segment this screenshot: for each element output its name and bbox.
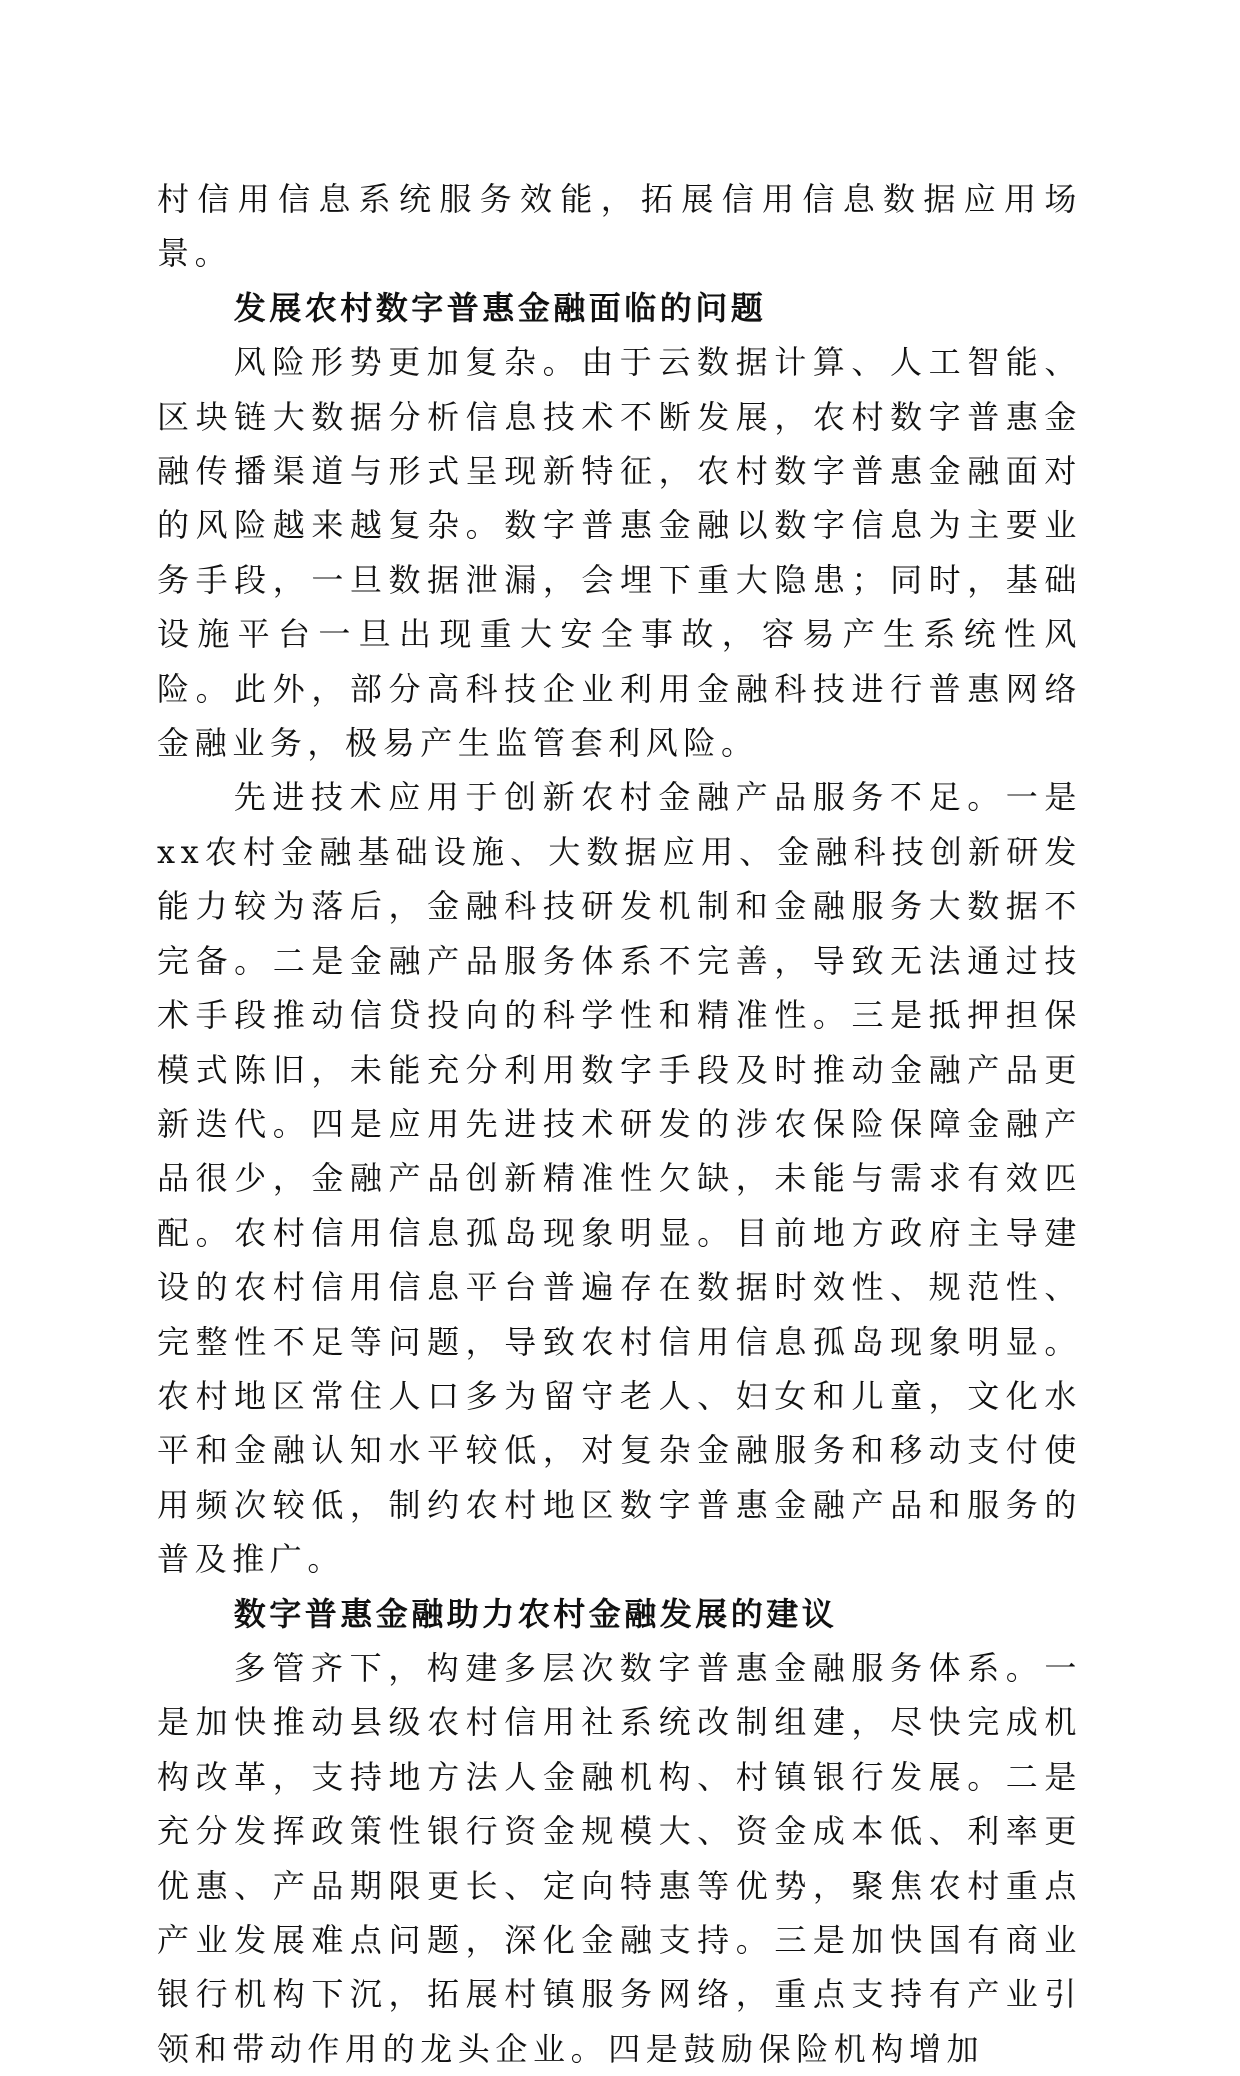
section-heading-suggestions: 数字普惠金融助力农村金融发展的建议: [233, 1594, 838, 1633]
paragraph-continuation: 村信用信息系统服务效能，拓展信用信息数据应用场景。: [157, 180, 1082, 273]
document-body: [157, 172, 1082, 2076]
section-heading-problems: 发展农村数字普惠金融面临的问题: [233, 288, 767, 327]
paragraph-risk: 风险形势更加复杂。由于云数据计算、人工智能、区块链大数据分析信息技术不断发展，农村数字普惠金融传播渠道与形式呈现新特征，农村数字普惠金融面对的风险越来越复杂。数字普惠金融以数字信息为主要业务手段，一旦数据泄漏，会埋下重大隐患；同时，基础设施平台一旦出现重大安全事故，容易产生系统性风险。此外，部分高科技企业利用金融科技进行普惠网络金融业务，极易产生监管套利风险。: [157, 343, 1082, 763]
paragraph-technology: 先进技术应用于创新农村金融产品服务不足。一是xx农村金融基础设施、大数据应用、金融科技创新研发能力较为落后，金融科技研发机制和金融服务大数据不完备。二是金融产品服务体系不完善，导致无法通过技术手段推动信贷投向的科学性和精准性。三是抵押担保模式陈旧，未能充分利用数字手段及时推动金融产品更新迭代。四是应用先进技术研发的涉农保险保障金融产品很少，金融产品创新精准性欠缺，未能与需求有效匹配。农村信用信息孤岛现象明显。目前地方政府主导建设的农村信用信息平台普遍存在数据时效性、规范性、完整性不足等问题，导致农村信用信息孤岛现象明显。农村地区常住人口多为留守老人、妇女和儿童，文化水平和金融认知水平较低，对复杂金融服务和移动支付使用频次较低，制约农村地区数字普惠金融产品和服务的普及推广。: [157, 778, 1082, 1579]
paragraph-service-system: 多管齐下，构建多层次数字普惠金融服务体系。一是加快推动县级农村信用社系统改制组建，尽快完成机构改革，支持地方法人金融机构、村镇银行发展。二是充分发挥政策性银行资金规模大、资金成本低、利率更优惠、产品期限更长、定向特惠等优势，聚焦农村重点产业发展难点问题，深化金融支持。三是加快国有商业银行机构下沉，拓展村镇服务网络，重点支持有产业引领和带动作用的龙头企业。四是鼓励保险机构增加: [157, 1648, 1082, 2068]
